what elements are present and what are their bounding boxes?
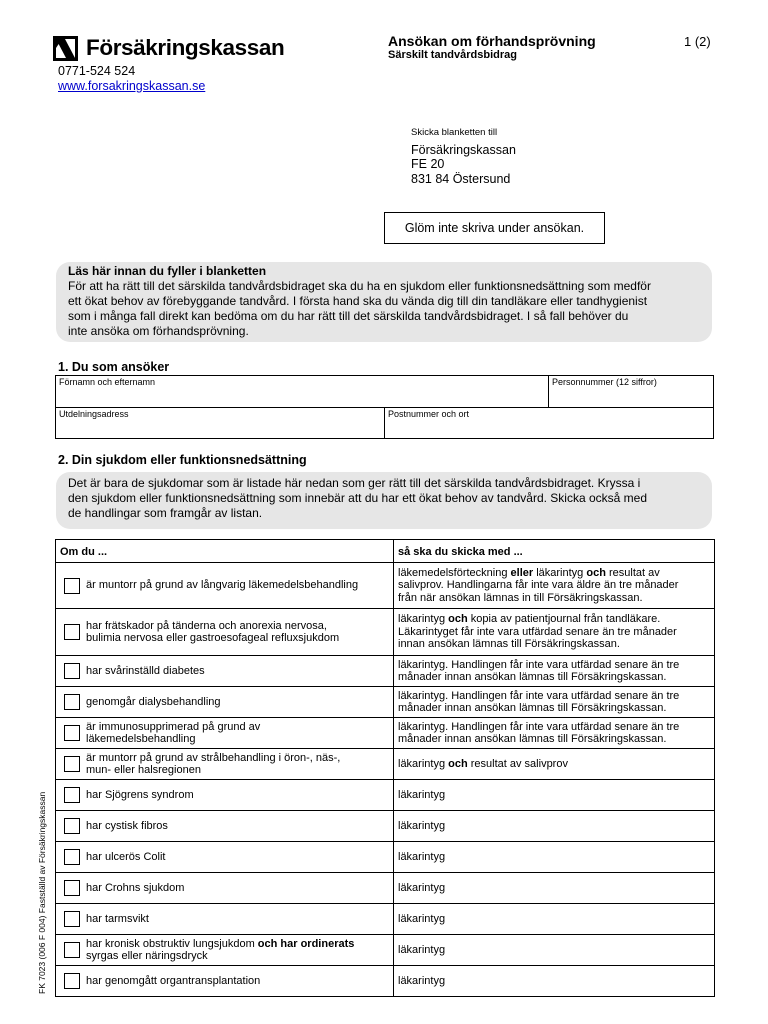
condition-cell	[56, 687, 394, 718]
conditions-table	[55, 539, 715, 997]
condition-text	[86, 820, 389, 833]
requirement-text-part: läkarintyg	[398, 819, 446, 832]
condition-cell	[56, 656, 394, 687]
condition-checkbox[interactable]	[64, 624, 80, 640]
brand-logo	[53, 35, 284, 61]
postcode-field-label: Postnummer och ort	[388, 409, 470, 419]
condition-text-part: är muntorr på grund av strålbehandling i öron-, näs-,	[86, 751, 341, 764]
condition-text	[86, 913, 389, 926]
condition-text	[86, 975, 389, 988]
condition-text	[86, 665, 389, 678]
condition-cell	[56, 935, 394, 966]
brand-name: Försäkringskassan	[86, 35, 285, 60]
requirement-text	[398, 690, 710, 703]
table-row	[56, 966, 715, 997]
requirement-text-part: läkarintyg	[398, 850, 446, 863]
requirement-cell	[394, 966, 715, 997]
intro-line: För att ha rätt till det särskilda tandvårdsbidraget ska du ha en sjukdom eller funktionsnedsättning som medför	[68, 279, 651, 293]
condition-text-bold: och har ordinerats	[257, 937, 355, 950]
condition-checkbox[interactable]	[64, 880, 80, 896]
condition-text-part: har svårinställd diabetes	[86, 664, 205, 677]
condition-cell	[56, 966, 394, 997]
condition-text-part: är immunosupprimerad på grund av	[86, 720, 261, 733]
condition-text	[86, 938, 389, 951]
condition-checkbox[interactable]	[64, 694, 80, 710]
condition-cell	[56, 718, 394, 749]
requirement-text	[398, 721, 710, 734]
table-row	[56, 718, 715, 749]
table-row	[56, 811, 715, 842]
requirement-text	[398, 613, 710, 626]
condition-cell	[56, 904, 394, 935]
requirement-text-part: läkarintyg	[398, 974, 446, 987]
table-row	[56, 842, 715, 873]
table-row	[56, 780, 715, 811]
requirement-text-part: läkarintyg	[398, 613, 449, 626]
form-title: Ansökan om förhandsprövning	[388, 33, 596, 49]
section-1-title: 1. Du som ansöker	[58, 360, 170, 374]
condition-text-part: har tarmsvikt	[86, 912, 149, 925]
requirement-text-part: läkarintyg. Handlingen får inte vara utfärdad senare än tre	[398, 658, 680, 671]
requirement-text-part: läkarintyg	[533, 566, 587, 579]
requirement-cell	[394, 811, 715, 842]
condition-text-line2: mun- eller halsregionen	[86, 764, 201, 776]
condition-checkbox[interactable]	[64, 578, 80, 594]
requirement-text	[398, 758, 710, 771]
requirement-text-part: läkarintyg	[398, 912, 446, 925]
requirement-text-line: månader innan ansökan lämnas till Försäkringskassan.	[398, 702, 667, 714]
condition-text-part: har kronisk obstruktiv lungsjukdom	[86, 937, 258, 950]
requirement-text-part: eller	[510, 566, 534, 579]
col-requirement-header: så ska du skicka med ...	[394, 540, 715, 563]
requirement-text	[398, 659, 710, 672]
requirement-text-part: och	[448, 613, 468, 626]
requirement-text-line: från när ansökan lämnas in till Försäkringskassan.	[398, 591, 643, 604]
condition-checkbox[interactable]	[64, 973, 80, 989]
requirement-cell	[394, 935, 715, 966]
intro-title: Läs här innan du fyller i blanketten	[68, 264, 267, 278]
address-line-2: FE 20	[411, 157, 445, 171]
requirement-text	[398, 944, 710, 957]
col-condition-header: Om du ...	[56, 540, 394, 563]
table-row	[56, 873, 715, 904]
personnummer-label: Personnummer (12 siffror)	[552, 377, 657, 387]
section-2-info-box	[56, 472, 712, 529]
requirement-cell	[394, 904, 715, 935]
section-2-line: de handlingar som framgår av listan.	[68, 506, 263, 520]
condition-cell	[56, 780, 394, 811]
condition-text	[86, 851, 389, 864]
table-row	[56, 563, 715, 609]
section-2-line: den sjukdom eller funktionsnedsättning som innebär att du har ett ökat behov av tandvård. Skicka också med	[68, 491, 647, 505]
condition-cell	[56, 842, 394, 873]
requirement-text-part: kopia av patientjournal från tandläkare.	[467, 613, 661, 626]
requirement-text-part: läkemedelsförteckning	[398, 566, 511, 579]
condition-cell	[56, 563, 394, 609]
table-row	[56, 904, 715, 935]
postcode-field[interactable]	[385, 408, 713, 438]
requirement-text	[398, 851, 710, 864]
requirement-text-line: Läkarintyget får inte vara utfärdad senare än tre månader	[398, 625, 677, 638]
form-subtitle: Särskilt tandvårdsbidrag	[388, 49, 517, 61]
requirement-cell	[394, 842, 715, 873]
condition-text-line2: bulimia nervosa eller gastroesofageal refluxsjukdom	[86, 632, 340, 644]
condition-text-part: har ulcerös Colit	[86, 850, 166, 863]
requirement-text-line: månader innan ansökan lämnas till Försäkringskassan.	[398, 671, 667, 683]
condition-cell	[56, 749, 394, 780]
condition-text	[86, 752, 389, 765]
condition-checkbox[interactable]	[64, 942, 80, 958]
condition-checkbox[interactable]	[64, 849, 80, 865]
requirement-text	[398, 820, 710, 833]
phone-number: 0771-524 524	[58, 64, 136, 78]
condition-checkbox[interactable]	[64, 756, 80, 772]
requirement-text-part: och	[586, 566, 606, 579]
condition-cell	[56, 811, 394, 842]
requirement-cell	[394, 749, 715, 780]
table-row	[56, 687, 715, 718]
requirement-cell	[394, 873, 715, 904]
requirement-text-line: månader innan ansökan lämnas till Försäkringskassan.	[398, 733, 667, 745]
condition-text-line2: syrgas eller näringsdryck	[86, 950, 208, 962]
sign-reminder-text: Glöm inte skriva under ansökan.	[404, 221, 585, 235]
table-row	[56, 656, 715, 687]
requirement-text-part: och	[448, 757, 468, 770]
requirement-text-part: läkarintyg	[398, 788, 446, 801]
requirement-cell	[394, 780, 715, 811]
condition-checkbox[interactable]	[64, 725, 80, 741]
requirement-text	[398, 567, 710, 580]
requirement-text-part: läkarintyg	[398, 943, 446, 956]
requirement-text	[398, 789, 710, 802]
condition-checkbox[interactable]	[64, 787, 80, 803]
requirement-text-part: läkarintyg	[398, 757, 449, 770]
condition-text-part: är muntorr på grund av långvarig läkemedelsbehandling	[86, 579, 359, 592]
requirement-cell	[394, 687, 715, 718]
condition-checkbox[interactable]	[64, 818, 80, 834]
intro-info-box	[56, 262, 712, 342]
sign-reminder-box	[384, 212, 605, 244]
requirement-text-line: innan ansökan lämnas till Försäkringskassan.	[398, 638, 620, 651]
address-field-label: Utdelningsadress	[59, 409, 129, 419]
address-line-1: Försäkringskassan	[411, 143, 516, 157]
condition-text	[86, 789, 389, 802]
requirement-text	[398, 882, 710, 895]
condition-text-part: har frätskador på tänderna och anorexia nervosa,	[86, 619, 327, 632]
table-row	[56, 749, 715, 780]
address-line-3: 831 84 Östersund	[411, 172, 511, 186]
condition-cell	[56, 609, 394, 656]
send-to-label: Skicka blanketten till	[411, 127, 498, 138]
table-row	[56, 609, 715, 656]
table-header-row	[56, 540, 715, 563]
applicant-grid	[55, 375, 714, 439]
condition-text-part: har cystisk fibros	[86, 819, 168, 832]
condition-text	[86, 696, 389, 709]
form-code: FK 7023 (006 F 004) Fastställd av Försäkringskassan	[37, 791, 47, 994]
condition-text-part: genomgår dialysbehandling	[86, 695, 221, 708]
intro-line: inte ansöka om förhandsprövning.	[68, 324, 249, 338]
condition-text	[86, 721, 389, 734]
condition-cell	[56, 873, 394, 904]
personnummer-field[interactable]	[549, 376, 713, 407]
name-field[interactable]	[56, 376, 548, 407]
requirement-text-part: läkarintyg	[398, 881, 446, 894]
requirement-text-part: läkarintyg. Handlingen får inte vara utfärdad senare än tre	[398, 689, 680, 702]
condition-text-part: har Crohns sjukdom	[86, 881, 185, 894]
requirement-text	[398, 913, 710, 926]
page-number: 1 (2)	[684, 34, 711, 49]
table-row	[56, 935, 715, 966]
condition-checkbox[interactable]	[64, 663, 80, 679]
name-field-label: Förnamn och efternamn	[59, 377, 156, 387]
requirement-cell	[394, 656, 715, 687]
requirement-text-part: läkarintyg. Handlingen får inte vara utfärdad senare än tre	[398, 720, 680, 733]
requirement-cell	[394, 563, 715, 609]
condition-text	[86, 620, 389, 633]
intro-line: ett ökat behov av förebyggande tandvård. I första hand ska du vända dig till din tandläkare eller tandhygienist	[68, 294, 648, 308]
condition-text-line2: läkemedelsbehandling	[86, 733, 196, 745]
address-field[interactable]	[56, 408, 384, 438]
condition-text-part: har Sjögrens syndrom	[86, 788, 194, 801]
requirement-text-line: salivprov. Handlingarna får inte vara äldre än tre månader	[398, 579, 679, 592]
condition-text	[86, 579, 389, 592]
requirement-text-part: resultat av	[605, 566, 660, 579]
logo-icon	[53, 36, 78, 61]
section-2-title: 2. Din sjukdom eller funktionsnedsättning	[58, 453, 307, 467]
intro-line: som i många fall direkt kan bedöma om du har rätt till det särskilda tandvårdsbidraget. I så fall behöver du	[68, 309, 629, 323]
requirement-text	[398, 975, 710, 988]
section-2-line: Det är bara de sjukdomar som är listade här nedan som ger rätt till det särskilda tandvårdsbidraget. Kryssa i	[68, 476, 641, 490]
requirement-text-part: resultat av salivprov	[467, 757, 568, 770]
website-link[interactable]: www.forsakringskassan.se	[58, 79, 206, 93]
requirement-cell	[394, 718, 715, 749]
requirement-cell	[394, 609, 715, 656]
condition-text-part: har genomgått organtransplantation	[86, 974, 261, 987]
condition-checkbox[interactable]	[64, 911, 80, 927]
condition-text	[86, 882, 389, 895]
